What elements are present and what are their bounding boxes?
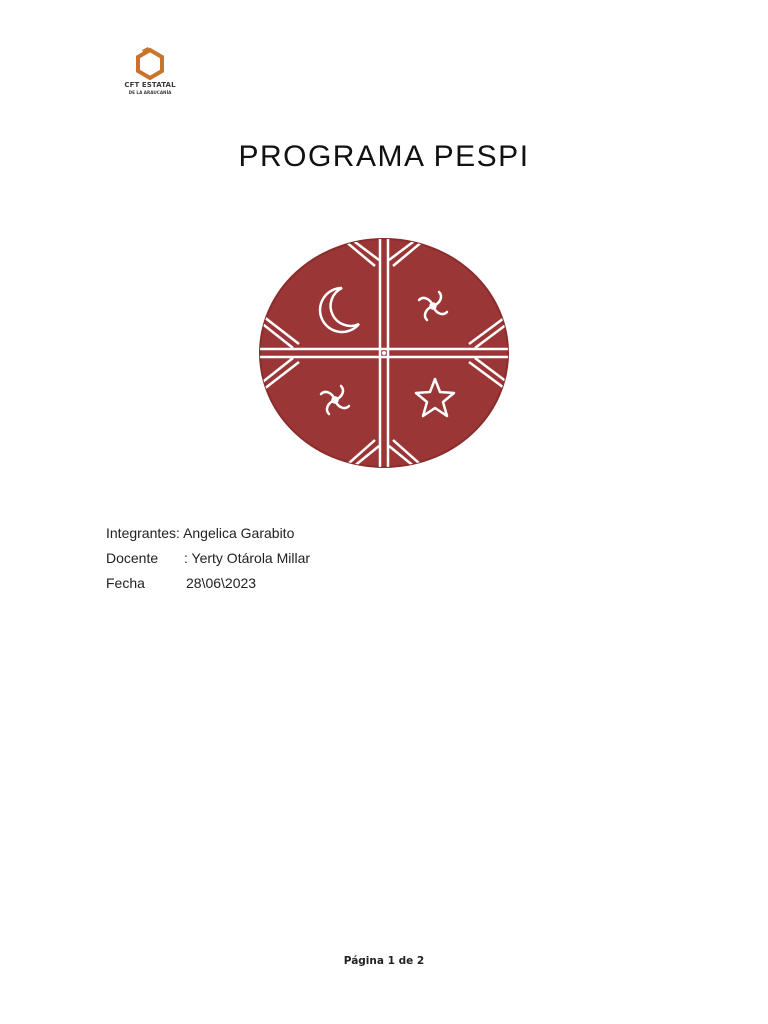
logo-subtitle: DE LA ARAUCANÍA — [128, 90, 172, 95]
page-title: PROGRAMA PESPI — [238, 140, 530, 173]
integrantes-row — [106, 525, 294, 541]
docente-value: : Yerty Otárola Millar — [184, 550, 311, 566]
logo-name: CFT ESTATAL — [124, 81, 176, 89]
kultrun-icon — [255, 236, 515, 472]
fecha-value: 28\06\2023 — [186, 575, 257, 591]
fecha-label: Fecha — [106, 575, 145, 591]
fecha-row — [106, 575, 256, 591]
page-number: Página 1 de 2 — [343, 955, 425, 967]
kultrun-emblem — [255, 236, 515, 472]
institution-logo — [118, 46, 182, 100]
docente-row — [106, 550, 310, 566]
docente-label: Docente — [106, 550, 159, 566]
integrantes-label: Integrantes: — [106, 525, 180, 541]
integrantes-value: Angelica Garabito — [183, 525, 295, 541]
hexagon-logo-icon — [118, 46, 182, 80]
